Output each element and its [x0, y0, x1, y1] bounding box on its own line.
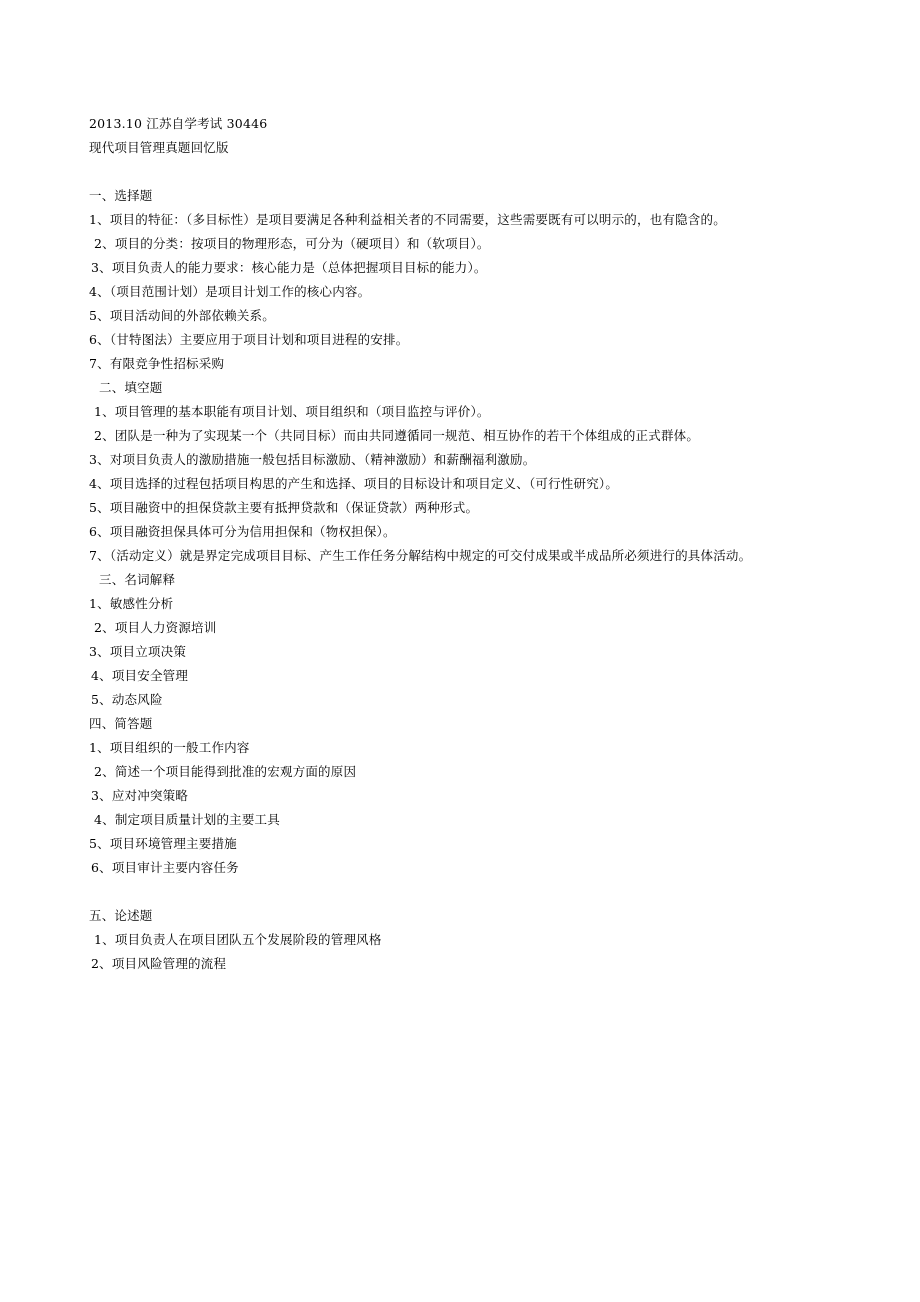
list-item: 3、应对冲突策略	[91, 788, 189, 803]
section-heading-short-answer: 四、简答题	[89, 716, 153, 731]
list-item: 2、项目人力资源培训	[94, 620, 217, 635]
list-item: 4、项目安全管理	[91, 668, 189, 683]
document-title-line-2: 现代项目管理真题回忆版	[89, 140, 229, 155]
list-item: 6、（甘特图法）主要应用于项目计划和项目进程的安排。	[89, 332, 409, 347]
list-item: 2、简述一个项目能得到批准的宏观方面的原因	[94, 764, 357, 779]
list-item: 1、项目的特征：（多目标性）是项目要满足各种利益相关者的不同需要，这些需要既有可以明示的，也有隐含的。	[89, 212, 726, 227]
list-item: 5、项目活动间的外部依赖关系。	[89, 308, 275, 323]
list-item: 5、项目环境管理主要措施	[89, 836, 237, 851]
list-item: 3、项目立项决策	[89, 644, 187, 659]
list-item: 1、项目组织的一般工作内容	[89, 740, 250, 755]
list-item: 3、对项目负责人的激励措施一般包括目标激励、（精神激励）和薪酬福利激励。	[89, 452, 536, 467]
section-heading-essay: 五、论述题	[89, 908, 153, 923]
list-item: 6、项目融资担保具体可分为信用担保和（物权担保）。	[89, 524, 396, 539]
list-item: 4、项目选择的过程包括项目构思的产生和选择、项目的目标设计和项目定义、（可行性研究）。	[89, 476, 619, 491]
section-heading-fill-in: 二、填空题	[99, 380, 163, 395]
list-item: 4、制定项目质量计划的主要工具	[94, 812, 280, 827]
list-item: 5、项目融资中的担保贷款主要有抵押贷款和（保证贷款）两种形式。	[89, 500, 479, 515]
section-heading-choice: 一、选择题	[89, 188, 153, 203]
list-item: 7、（活动定义）就是界定完成项目目标、产生工作任务分解结构中规定的可交付成果或半成品所必须进行的具体活动。	[89, 548, 752, 563]
list-item: 2、团队是一种为了实现某一个（共同目标）而由共同遵循同一规范、相互协作的若干个体组成的正式群体。	[94, 428, 700, 443]
list-item: 1、项目管理的基本职能有项目计划、项目组织和（项目监控与评价）。	[94, 404, 490, 419]
section-heading-terms: 三、名词解释	[99, 572, 176, 587]
list-item: 1、敏感性分析	[89, 596, 174, 611]
list-item: 7、有限竞争性招标采购	[89, 356, 225, 371]
list-item: 2、项目风险管理的流程	[91, 956, 227, 971]
list-item: 1、项目负责人在项目团队五个发展阶段的管理风格	[94, 932, 382, 947]
document-title-line-1: 2013.10 江苏自学考试 30446	[89, 116, 268, 131]
list-item: 2、项目的分类：按项目的物理形态，可分为（硬项目）和（软项目）。	[94, 236, 490, 251]
list-item: 4、（项目范围计划）是项目计划工作的核心内容。	[89, 284, 371, 299]
list-item: 3、项目负责人的能力要求：核心能力是（总体把握项目目标的能力）。	[91, 260, 487, 275]
list-item: 6、项目审计主要内容任务	[91, 860, 239, 875]
list-item: 5、动态风险	[91, 692, 163, 707]
